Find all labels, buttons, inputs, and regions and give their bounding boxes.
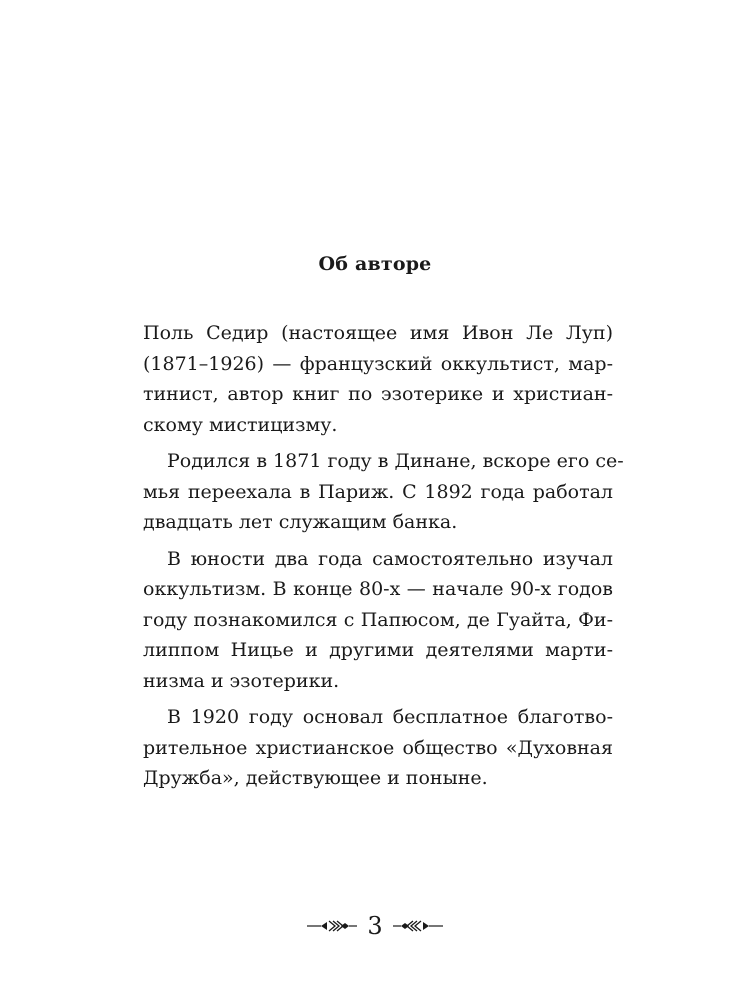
paragraph-3 (143, 544, 613, 697)
paragraph-line: мья переехала в Париж. С 1892 года работал (143, 480, 613, 503)
paragraph-line: году познакомился с Папюсом, де Гуайта, Фи- (143, 608, 613, 631)
paragraph-line: (1871–1926) — французский оккультист, мар- (143, 352, 613, 375)
paragraph-line: рительное христианское общество «Духовная (143, 736, 613, 759)
paragraph-2 (143, 446, 624, 538)
paragraph-1 (143, 318, 613, 440)
paragraph-line: оккультизм. В конце 80-х — начале 90-х годов (143, 578, 613, 600)
body-text (143, 318, 624, 800)
ornament-right-icon (393, 919, 443, 933)
paragraph-line: тинист, автор книг по эзотерике и христиан- (143, 383, 613, 405)
ornament-left-icon (307, 919, 357, 933)
paragraph-line: Дружба», действующее и поныне. (143, 767, 488, 789)
paragraph-4 (143, 702, 613, 794)
paragraph-line: двадцать лет служащим банка. (143, 511, 458, 533)
section-title: Об авторе (318, 253, 432, 275)
page-number: 3 (367, 912, 383, 940)
page-footer (0, 912, 750, 940)
paragraph-line: В юности два года самостоятельно изучал (167, 547, 613, 570)
paragraph-line: скому мистицизму. (143, 413, 338, 436)
paragraph-line: В 1920 году основал бесплатное благотво- (167, 706, 613, 728)
paragraph-line: Родился в 1871 году в Динане, вскоре его се- (167, 450, 624, 472)
paragraph-line: липпом Ницье и другими деятелями марти- (143, 639, 613, 661)
paragraph-line: низма и эзотерики. (143, 669, 340, 692)
paragraph-line: Поль Седир (настоящее имя Ивон Ле Луп) (143, 322, 613, 344)
